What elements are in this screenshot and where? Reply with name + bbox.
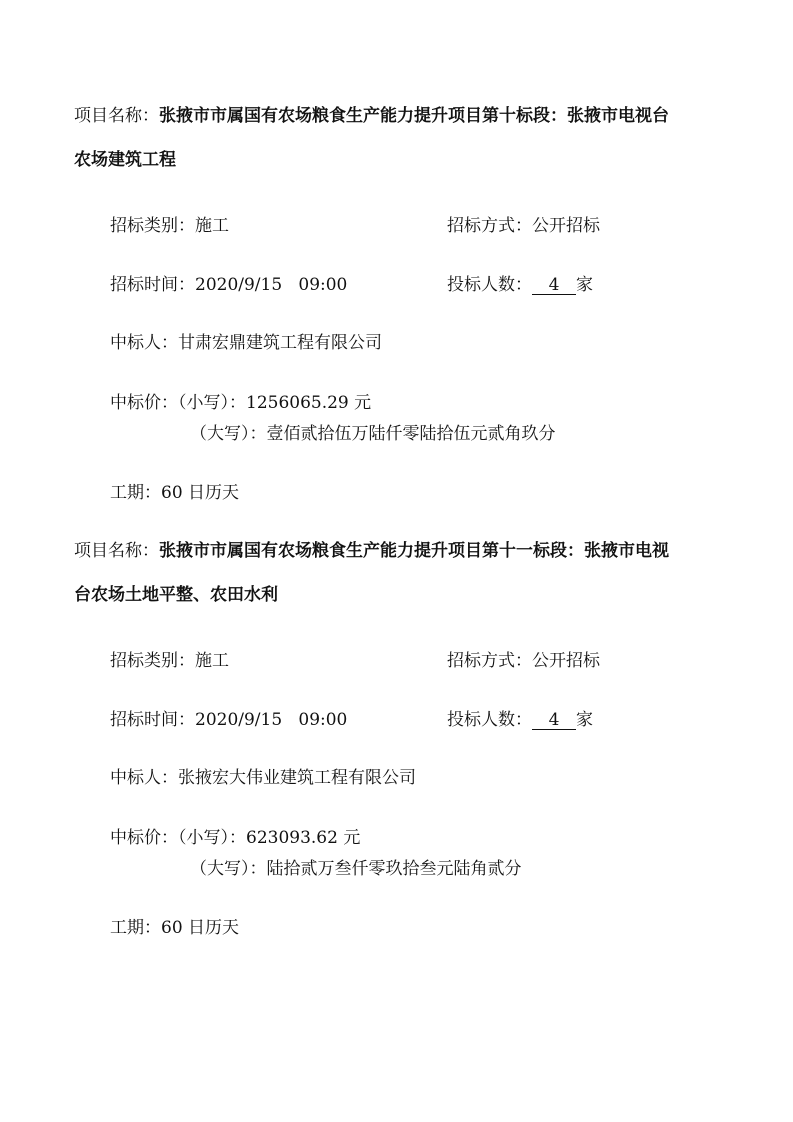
winner-label: 中标人： [110,333,178,353]
price-small-label: （小写）： [178,828,246,848]
time-label: 招标时间： [110,710,195,730]
project-2-duration [110,916,239,940]
price-label: 中标价： [110,828,178,848]
project-1-title-line1 [74,104,669,128]
project-2-bidders [447,708,593,732]
winner-value: 甘肃宏鼎建筑工程有限公司 [178,333,382,353]
project-2-winner [110,766,416,790]
project-1-method [447,214,600,238]
price-small-value: 1256065.29 元 [246,393,372,413]
project-1-time [110,273,347,297]
project-name-continued: 农场建筑工程 [74,150,176,170]
method-value: 公开招标 [532,651,600,671]
winner-value: 张掖宏大伟业建筑工程有限公司 [178,768,416,788]
bidders-label: 投标人数： [447,275,532,295]
duration-value: 60 日历天 [161,918,240,938]
project-2-time [110,708,347,732]
duration-label: 工期： [110,918,161,938]
project-2-method [447,649,600,673]
price-label: 中标价： [110,393,178,413]
price-big-label: （大写）： [190,859,267,879]
time-value: 2020/9/15 09:00 [195,275,348,295]
project-2-price-big [190,857,522,881]
winner-label: 中标人： [110,768,178,788]
duration-label: 工期： [110,483,161,503]
category-label: 招标类别： [110,651,195,671]
project-name-continued: 台农场土地平整、农田水利 [74,585,278,605]
method-label: 招标方式： [447,651,532,671]
bidders-unit: 家 [576,710,593,730]
project-1-price-small [110,391,371,415]
project-name: 张掖市市属国有农场粮食生产能力提升项目第十标段：张掖市电视台 [159,106,669,126]
category-value: 施工 [195,651,229,671]
method-value: 公开招标 [532,216,600,236]
project-name-label: 项目名称： [74,106,159,126]
category-value: 施工 [195,216,229,236]
price-small-value: 623093.62 元 [246,828,361,848]
project-2-price-small [110,826,360,850]
price-big-value: 壹佰贰拾伍万陆仟零陆拾伍元贰角玖分 [266,424,556,444]
project-1-duration [110,481,239,505]
bidders-count: 4 [532,711,576,730]
project-1-category [110,214,229,238]
project-1-winner [110,331,382,355]
price-small-label: （小写）： [178,393,246,413]
project-2-category [110,649,229,673]
project-1-price-big [190,422,556,446]
category-label: 招标类别： [110,216,195,236]
project-2-title-line2 [74,583,278,607]
project-1-title-line2 [74,148,176,172]
duration-value: 60 日历天 [161,483,240,503]
project-2-title-line1 [74,539,669,563]
time-value: 2020/9/15 09:00 [195,710,348,730]
project-1-bidders [447,273,593,297]
method-label: 招标方式： [447,216,532,236]
bidders-unit: 家 [576,275,593,295]
project-name: 张掖市市属国有农场粮食生产能力提升项目第十一标段：张掖市电视 [159,541,669,561]
bidders-count: 4 [532,276,576,295]
bidders-label: 投标人数： [447,710,532,730]
time-label: 招标时间： [110,275,195,295]
project-name-label: 项目名称： [74,541,159,561]
price-big-label: （大写）： [190,424,267,444]
price-big-value: 陆拾贰万叁仟零玖拾叁元陆角贰分 [266,859,522,879]
